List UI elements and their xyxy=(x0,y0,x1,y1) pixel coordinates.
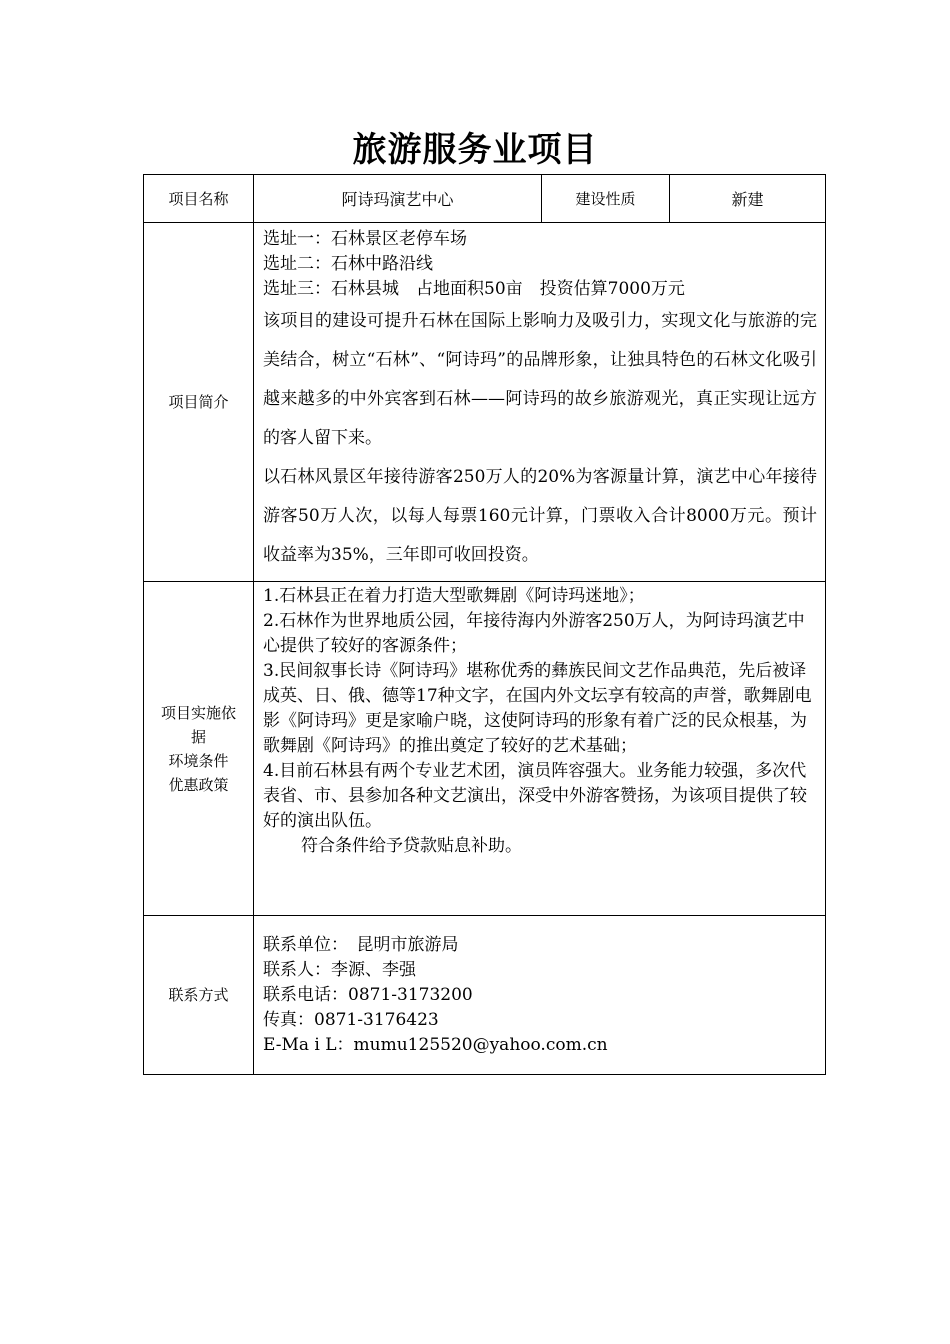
contact-content xyxy=(254,916,826,1075)
contact-row xyxy=(144,916,826,1075)
contact-unit: 联系单位： 昆明市旅游局 xyxy=(263,934,459,955)
basis-label-line: 据 xyxy=(190,727,206,746)
intro-paragraph-1: 该项目的建设可提升石林在国际上影响力及吸引力，实现文化与旅游的完美结合，树立“石林”、“阿诗玛”的品牌形象，让独具特色的石林文化吸引越来越多的中外宾客到石林——阿诗玛的故乡旅游观光，真正实现让远方的客人留下来。 xyxy=(263,311,817,448)
basis-label-line: 环境条件 xyxy=(168,751,229,770)
site-1: 选址一：石林景区老停车场 xyxy=(263,229,467,249)
contact-label: 联系方式 xyxy=(144,916,254,1075)
project-name-label: 项目名称 xyxy=(144,175,254,223)
basis-label xyxy=(144,582,254,916)
basis-item-4: 4.目前石林县有两个专业艺术团，演员阵容强大。业务能力较强，多次代表省、市、县参加各种文艺演出，深受中外游客赞扬，为该项目提供了较好的演出队伍。 xyxy=(263,761,807,831)
basis-label-line: 优惠政策 xyxy=(168,775,229,794)
intro-paragraph-2: 以石林风景区年接待游客250万人的20%为客源量计算，演艺中心年接待游客50万人次，以每人每票160元计算，门票收入合计8000万元。预计收益率为35%，三年即可收回投资。 xyxy=(263,467,817,565)
contact-email: E-Ma i L：mumu125520@yahoo.com.cn xyxy=(263,1034,608,1055)
basis-item-1: 1.石林县正在着力打造大型歌舞剧《阿诗玛迷地》； xyxy=(263,586,645,606)
contact-phone: 联系电话：0871-3173200 xyxy=(263,984,473,1005)
intro-content xyxy=(254,223,826,582)
basis-label-line: 项目实施依 xyxy=(160,703,236,722)
basis-policy: 符合条件给予贷款贴息补助。 xyxy=(301,836,522,856)
page-title: 旅游服务业项目 xyxy=(352,130,598,170)
nature-label: 建设性质 xyxy=(542,175,670,223)
project-name-row xyxy=(144,175,826,223)
intro-row xyxy=(144,223,826,582)
site-3: 选址三：石林县城 占地面积50亩 投资估算7000万元 xyxy=(263,279,685,299)
project-name-value: 阿诗玛演艺中心 xyxy=(254,175,542,223)
project-table xyxy=(143,174,826,1075)
basis-content xyxy=(254,582,826,916)
basis-row xyxy=(144,582,826,916)
contact-fax: 传真：0871-3176423 xyxy=(263,1009,439,1030)
intro-label: 项目简介 xyxy=(144,223,254,582)
site-2: 选址二：石林中路沿线 xyxy=(263,254,433,274)
nature-value: 新建 xyxy=(670,175,826,223)
contact-person: 联系人：李源、李强 xyxy=(263,959,416,980)
basis-item-2: 2.石林作为世界地质公园，年接待海内外游客250万人，为阿诗玛演艺中心提供了较好的客源条件； xyxy=(263,611,805,656)
basis-item-3: 3.民间叙事长诗《阿诗玛》堪称优秀的彝族民间文艺作品典范，先后被译成英、日、俄、德等17种文字，在国内外文坛享有较高的声誉，歌舞剧电影《阿诗玛》更是家喻户晓，这使阿诗玛的形象有着广泛的民众根基，为歌舞剧《阿诗玛》的推出奠定了较好的艺术基础； xyxy=(263,661,812,756)
